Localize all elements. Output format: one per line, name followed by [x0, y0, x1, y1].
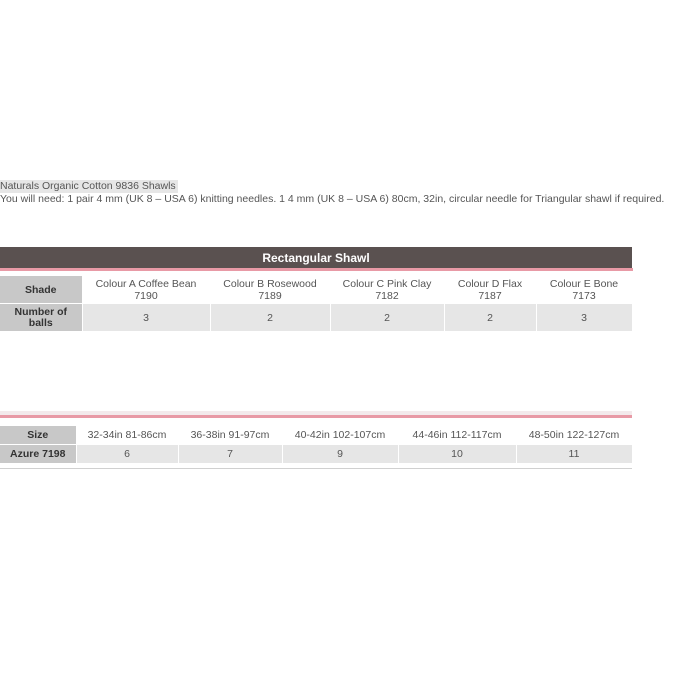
size-label: Size: [0, 426, 76, 445]
size-row: [0, 426, 632, 445]
size-table: [0, 426, 633, 464]
size-cell: 48-50in 122-127cm: [516, 426, 632, 445]
size-cell: 32-34in 81-86cm: [76, 426, 178, 445]
balls-cell: 2: [444, 304, 536, 332]
shade-cell: Colour B Rosewood 7189: [210, 276, 330, 304]
product-title: Naturals Organic Cotton 9836 Shawls: [0, 180, 176, 192]
intro-text: [0, 180, 700, 206]
shade-cell: Colour D Flax 7187: [444, 276, 536, 304]
shade-label: Shade: [0, 276, 82, 304]
shade-cell: Colour C Pink Clay 7182: [330, 276, 444, 304]
size-table-header-bar: [0, 411, 632, 418]
yarn-qty-row: [0, 445, 632, 464]
balls-cell: 3: [536, 304, 632, 332]
size-table-section: [0, 411, 632, 469]
qty-cell: 7: [178, 445, 282, 464]
table-bottom-divider: [0, 468, 632, 469]
size-cell: 36-38in 91-97cm: [178, 426, 282, 445]
qty-cell: 6: [76, 445, 178, 464]
qty-cell: 10: [398, 445, 516, 464]
balls-row: [0, 304, 632, 332]
balls-cell: 3: [82, 304, 210, 332]
table-title: Rectangular Shawl: [0, 247, 632, 270]
balls-cell: 2: [330, 304, 444, 332]
qty-cell: 9: [282, 445, 398, 464]
yarn-label: Azure 7198: [0, 445, 76, 464]
size-cell: 40-42in 102-107cm: [282, 426, 398, 445]
size-cell: 44-46in 112-117cm: [398, 426, 516, 445]
balls-label: Number of balls: [0, 304, 82, 332]
rectangular-shawl-table: [0, 247, 633, 332]
qty-cell: 11: [516, 445, 632, 464]
shade-row: [0, 276, 632, 304]
needles-requirement: You will need: 1 pair 4 mm (UK 8 – USA 6) knitting needles. 1 4 mm (UK 8 – USA 6) 80cm, 32in, circular needle for Triangular shawl if required.: [0, 193, 665, 205]
balls-cell: 2: [210, 304, 330, 332]
shade-cell: Colour A Coffee Bean 7190: [82, 276, 210, 304]
shade-cell: Colour E Bone 7173: [536, 276, 632, 304]
